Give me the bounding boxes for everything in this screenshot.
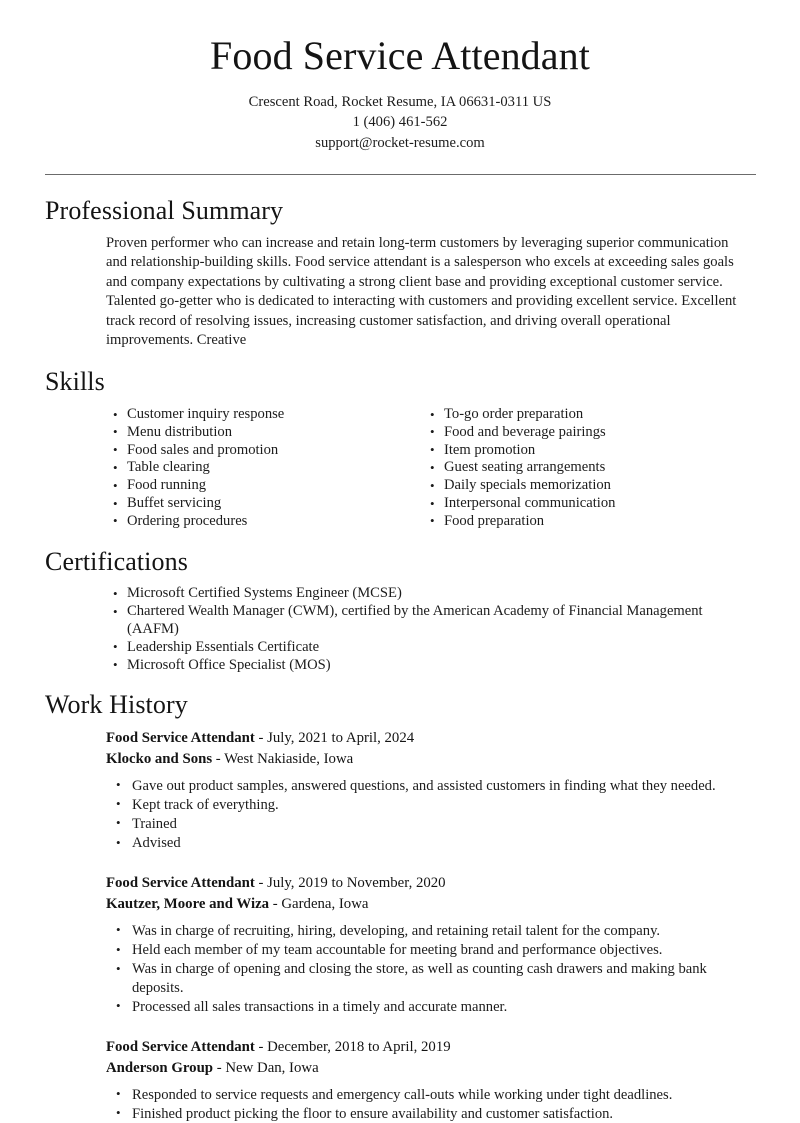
list-item: • Food and beverage pairings [430, 424, 747, 442]
work-entry-title: Food Service Attendant [106, 875, 255, 892]
summary-text: Proven performer who can increase and retain long-term customers by leveraging superior communication and relationship-building skills. Food service attendant is a salesperson who excels at exceeding sales goals and company expectations by cultivating a strong client base and providing exceptional customer service. Talented go-getter who is dedicated to interacting with customers and providing excellent service. Excellent track record of resolving issues, increasing customer satisfaction, and driving overall operational improvements. Creative [106, 234, 737, 348]
list-item: • Microsoft Certified Systems Engineer (MCSE) [113, 585, 755, 603]
work-entry-title: Food Service Attendant [106, 1039, 255, 1055]
list-item: • Finished product picking the floor to ensure availability and customer satisfaction. [116, 1105, 755, 1123]
list-item: • Food sales and promotion [113, 442, 430, 460]
certifications-list [113, 585, 755, 674]
section-heading-certifications: Certifications [45, 546, 188, 576]
work-entry-location: - Gardena, Iowa [269, 896, 369, 913]
header-divider [45, 174, 756, 175]
skills-list-left [113, 406, 430, 531]
work-entry [106, 728, 755, 852]
list-item: • Trained [116, 815, 755, 833]
work-entry-company-line [106, 894, 755, 915]
work-entry-title-line [106, 1037, 755, 1058]
list-item: • Table clearing [113, 459, 430, 477]
skills-list-right [430, 406, 747, 531]
section-professional-summary [0, 196, 800, 350]
section-heading-work-history: Work History [45, 690, 188, 720]
work-entry-bullets [116, 777, 755, 853]
work-entry-dates: - July, 2019 to November, 2020 [254, 875, 446, 892]
list-item: • Microsoft Office Specialist (MOS) [113, 657, 755, 675]
certifications-list-wrap [113, 585, 755, 674]
list-item: • Held each member of my team accountable for meeting brand and performance objectives. [116, 941, 755, 959]
work-entry-dates: - July, 2021 to April, 2024 [254, 729, 415, 746]
section-heading-skills: Skills [45, 367, 105, 397]
work-entry-company-line [106, 749, 755, 770]
resume-header [0, 0, 800, 153]
list-item: • Chartered Wealth Manager (CWM), certified by the American Academy of Financial Management (AAFM) [113, 603, 755, 639]
work-entry-bullets-wrap [116, 777, 755, 853]
work-entry-bullets [116, 922, 755, 1016]
list-item: • Customer inquiry response [113, 406, 430, 424]
skills-column-left [113, 406, 430, 531]
work-entry-company-line [106, 1058, 755, 1079]
list-item: • Processed all sales transactions in a timely and accurate manner. [116, 998, 755, 1016]
list-item: • Guest seating arrangements [430, 459, 747, 477]
section-certifications [0, 547, 800, 675]
list-item: • Gave out product samples, answered questions, and assisted customers in finding what they needed. [116, 777, 755, 795]
work-entry [106, 1037, 755, 1123]
work-entry-company: Klocko and Sons [106, 750, 213, 767]
section-skills [0, 367, 800, 530]
contact-phone: 1 (406) 461-562 [352, 114, 448, 131]
list-item: • Food running [113, 477, 430, 495]
contact-block [0, 92, 800, 154]
work-entry-company: Kautzer, Moore and Wiza [106, 896, 270, 913]
skills-columns [113, 406, 755, 531]
work-history-entries [45, 728, 755, 1123]
work-entry [106, 873, 755, 1016]
list-item: • Item promotion [430, 442, 747, 460]
work-entry-title-line [106, 728, 755, 749]
work-entry-bullets-wrap [116, 922, 755, 1016]
work-entry-bullets-wrap [116, 1086, 755, 1123]
list-item: • To-go order preparation [430, 406, 747, 424]
list-item: • Food preparation [430, 513, 747, 531]
list-item: • Was in charge of recruiting, hiring, developing, and retaining retail talent for the company. [116, 922, 755, 940]
section-work-history [0, 690, 800, 1123]
list-item: • Was in charge of opening and closing the store, as well as counting cash drawers and making bank deposits. [116, 960, 755, 996]
work-entry-location: - New Dan, Iowa [213, 1059, 319, 1076]
list-item: • Daily specials memorization [430, 477, 747, 495]
section-heading-summary: Professional Summary [45, 196, 284, 226]
contact-email: support@rocket-resume.com [315, 134, 485, 151]
work-entry-title: Food Service Attendant [106, 729, 255, 746]
work-entry-dates: - December, 2018 to April, 2019 [254, 1039, 451, 1055]
list-item: • Menu distribution [113, 424, 430, 442]
skills-column-right [430, 406, 747, 531]
contact-address: Crescent Road, Rocket Resume, IA 06631-0311 US [248, 93, 552, 110]
work-entry-location: - West Nakiaside, Iowa [212, 750, 354, 767]
list-item: • Advised [116, 834, 755, 852]
list-item: • Interpersonal communication [430, 495, 747, 513]
list-item: • Ordering procedures [113, 513, 430, 531]
list-item: • Responded to service requests and emergency call-outs while working under tight deadlines. [116, 1086, 755, 1104]
work-entry-title-line [106, 873, 755, 894]
work-entry-bullets [116, 1086, 755, 1123]
list-item: • Kept track of everything. [116, 796, 755, 814]
list-item: • Buffet servicing [113, 495, 430, 513]
page-title: Food Service Attendant [210, 33, 590, 78]
list-item: • Leadership Essentials Certificate [113, 639, 755, 657]
work-entry-company: Anderson Group [106, 1059, 214, 1076]
